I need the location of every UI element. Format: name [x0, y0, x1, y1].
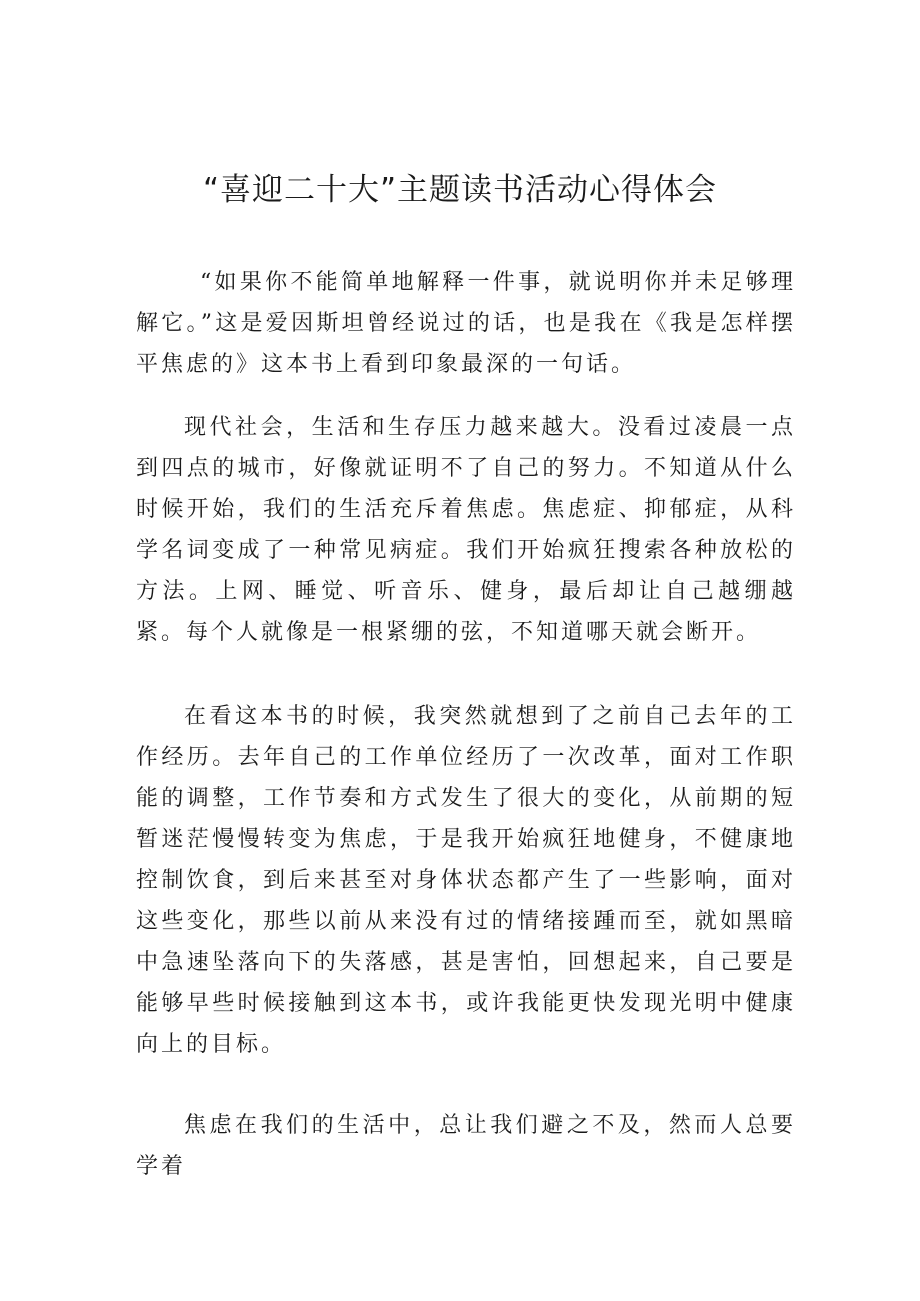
paragraph-4: 焦虑在我们的生活中，总让我们避之不及，然而人总要学着 — [136, 1113, 796, 1179]
paragraph-1: “如果你不能简单地解释一件事，就说明你并未足够理解它。”这是爱因斯坦曾经说过的话，也是我在《我是怎样摆平焦虑的》这本书上看到印象最深的一句话。 — [136, 270, 796, 377]
paragraph-2: 现代社会，生活和生存压力越来越大。没看过凌晨一点到四点的城市，好像就证明不了自己的努力。不知道从什么时候开始，我们的生活充斥着焦虑。焦虑症、抑郁症，从科学名词变成了一种常见病症。我们开始疯狂搜索各种放松的方法。上网、睡觉、听音乐、健身，最后却让自己越绷越紧。每个人就像是一根紧绷的弦，不知道哪天就会断开。 — [136, 415, 796, 645]
document-title: “喜迎二十大”主题读书活动心得体会 — [202, 172, 718, 208]
paragraph-3: 在看这本书的时候，我突然就想到了之前自己去年的工作经历。去年自己的工作单位经历了一次改革，面对工作职能的调整，工作节奏和方式发生了很大的变化，从前期的短暂迷茫慢慢转变为焦虑，于是我开始疯狂地健身，不健康地控制饮食，到后来甚至对身体状态都产生了一些影响，面对这些变化，那些以前从来没有过的情绪接踵而至，就如黑暗中急速坠落向下的失落感，甚是害怕，回想起来，自己要是能够早些时候接触到这本书，或许我能更快发现光明中健康向上的目标。 — [136, 704, 796, 1057]
